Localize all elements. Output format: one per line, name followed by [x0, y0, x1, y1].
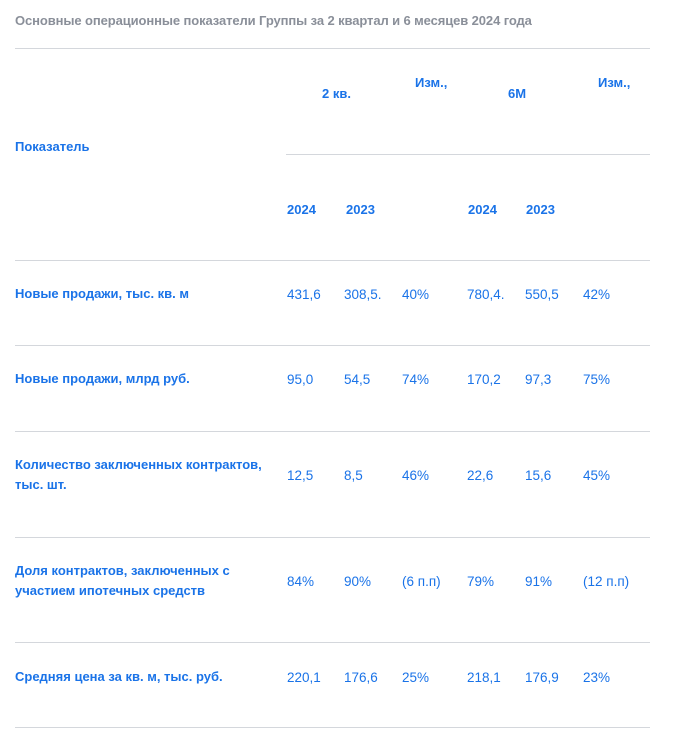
divider	[15, 48, 650, 49]
divider	[15, 537, 650, 538]
header-q2-2023: 2023	[346, 202, 375, 217]
header-6m-2024: 2024	[468, 202, 497, 217]
q2-2023-value: 176,6	[344, 670, 378, 685]
header-6m: 6М	[508, 86, 527, 101]
q2-change-value: 25%	[402, 670, 430, 685]
row-label: Средняя цена за кв. м, тыс. руб.	[15, 669, 223, 684]
h1-change-value: 75%	[583, 372, 611, 387]
header-q2: 2 кв.	[322, 86, 351, 101]
q2-2024-value: 12,5	[287, 468, 314, 483]
q2-change-value: (6 п.п)	[402, 574, 441, 589]
h1-2023-value: 15,6	[525, 468, 552, 483]
page-title: Основные операционные показатели Группы за 2 квартал и 6 месяцев 2024 года	[15, 13, 532, 28]
header-6m-2023: 2023	[526, 202, 555, 217]
divider	[15, 727, 650, 728]
q2-2024-value: 431,6	[287, 287, 321, 302]
h1-2024-value: 218,1	[467, 670, 501, 685]
h1-2023-value: 550,5	[525, 287, 559, 302]
h1-2023-value: 97,3	[525, 372, 552, 387]
q2-2024-value: 95,0	[287, 372, 314, 387]
header-q2-2024: 2024	[287, 202, 316, 217]
divider	[15, 431, 650, 432]
q2-change-value: 46%	[402, 468, 430, 483]
row-label: Доля контрактов, заключенных с участием ипотечных средств	[15, 563, 230, 598]
h1-2024-value: 79%	[467, 574, 495, 589]
q2-2024-value: 220,1	[287, 670, 321, 685]
header-q2-change: Изм.,	[415, 75, 448, 90]
header-divider	[286, 154, 650, 155]
h1-2023-value: 91%	[525, 574, 553, 589]
q2-2023-value: 308,5.	[344, 287, 382, 302]
header-indicator: Показатель	[15, 139, 90, 154]
q2-2023-value: 54,5	[344, 372, 371, 387]
h1-2024-value: 780,4.	[467, 287, 505, 302]
h1-change-value: (12 п.п)	[583, 574, 630, 589]
q2-2023-value: 8,5	[344, 468, 363, 483]
divider	[15, 642, 650, 643]
h1-change-value: 23%	[583, 670, 611, 685]
row-label: Новые продажи, млрд руб.	[15, 371, 190, 386]
h1-2024-value: 170,2	[467, 372, 501, 387]
q2-change-value: 74%	[402, 372, 430, 387]
h1-change-value: 42%	[583, 287, 611, 302]
divider	[15, 345, 650, 346]
q2-change-value: 40%	[402, 287, 430, 302]
q2-2023-value: 90%	[344, 574, 372, 589]
h1-2023-value: 176,9	[525, 670, 559, 685]
divider	[15, 260, 650, 261]
row-label: Новые продажи, тыс. кв. м	[15, 286, 190, 301]
h1-change-value: 45%	[583, 468, 611, 483]
row-label: Количество заключенных контрактов, тыс. шт.	[15, 457, 262, 492]
header-6m-change: Изм.,	[598, 75, 631, 90]
q2-2024-value: 84%	[287, 574, 315, 589]
h1-2024-value: 22,6	[467, 468, 494, 483]
